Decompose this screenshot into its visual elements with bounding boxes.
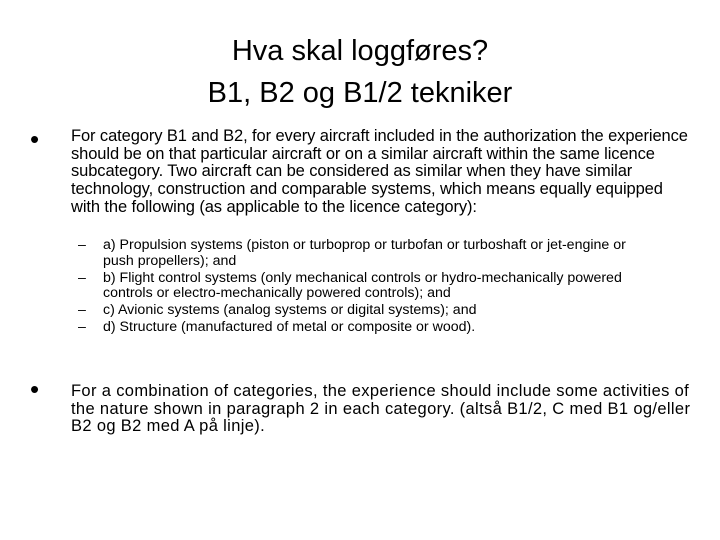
dash-marker: – xyxy=(78,237,86,253)
sub-item-text: d) Structure (manufactured of metal or composite or wood). xyxy=(103,318,476,335)
bullet-1-text: For category B1 and B2, for every aircraft included in the authorization the experience should be on that particular aircraft or on a similar aircraft within the same licence subcategory. Two aircraft can be considered as similar when they have similar technology, construction and comparable systems, which means equally equipped with the following (as applicable to the licence category): xyxy=(71,127,688,216)
sub-item-d xyxy=(78,320,648,336)
slide-title xyxy=(60,30,660,114)
sub-list xyxy=(78,238,648,337)
title-line-1: Hva skal loggføres? xyxy=(231,35,489,67)
bullet-marker: • xyxy=(30,124,40,154)
sub-item-c xyxy=(78,303,648,319)
sub-item-text: b) Flight control systems (only mechanical controls or hydro-mechanically powered controls or electro-mechanically powered controls); and xyxy=(103,269,622,302)
sub-item-a xyxy=(78,238,648,270)
title-line-2: B1, B2 og B1/2 tekniker xyxy=(207,77,513,109)
sub-item-b xyxy=(78,271,648,303)
bullet-2-text: For a combination of categories, the experience should include some activities of the nature shown in paragraph 2 in each category. (altså B1/2, C med B1 og/eller B2 og B2 med A på linje). xyxy=(71,382,691,436)
dash-marker: – xyxy=(78,302,86,319)
dash-marker: – xyxy=(78,269,86,286)
bullet-marker: • xyxy=(30,374,40,404)
sub-item-text: c) Avionic systems (analog systems or digital systems); and xyxy=(103,302,477,319)
sub-item-text: a) Propulsion systems (piston or turboprop or turbofan or turboshaft or jet-engine or push propellers); and xyxy=(103,237,626,269)
dash-marker: – xyxy=(78,318,86,335)
